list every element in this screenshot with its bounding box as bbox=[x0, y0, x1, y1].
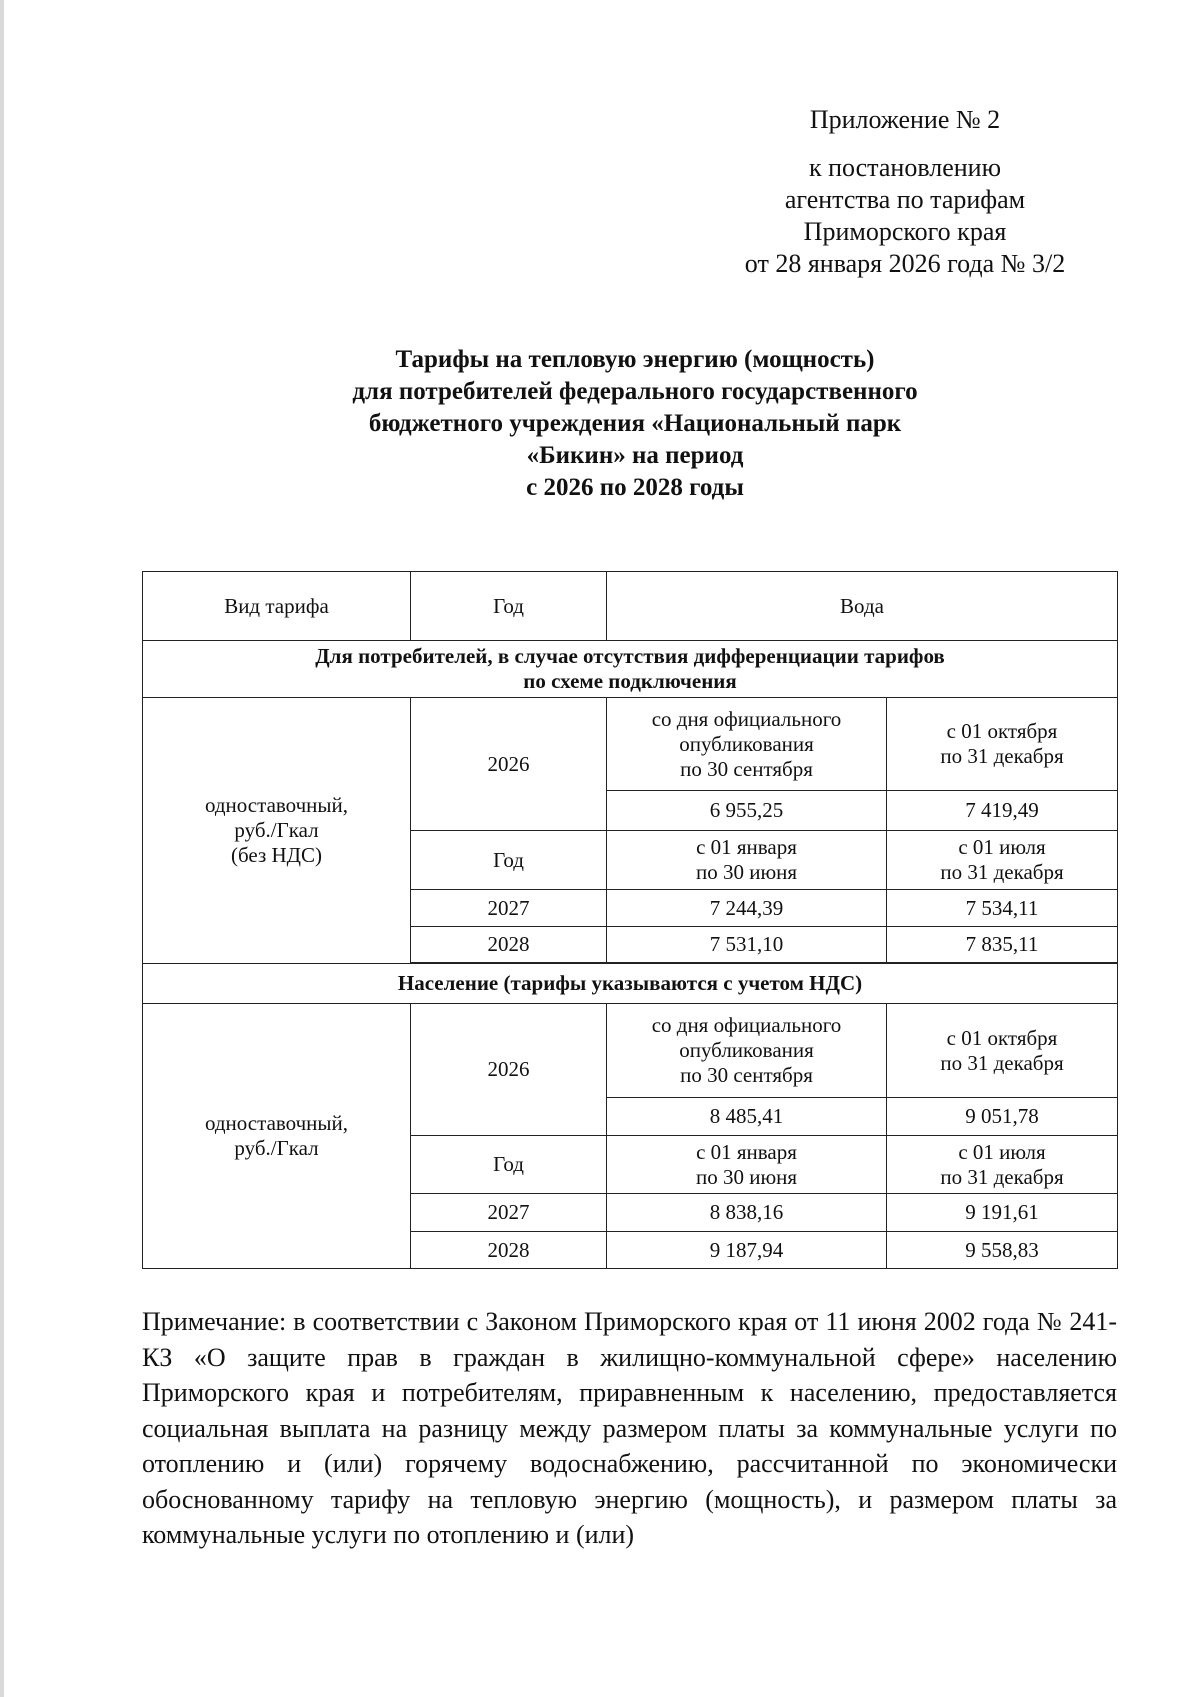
value-cell: 9 187,94 bbox=[607, 1232, 887, 1269]
value-cell: 6 955,25 bbox=[607, 791, 887, 831]
period-cell bbox=[887, 1004, 1118, 1098]
period-line: опубликования bbox=[679, 1038, 814, 1062]
tariff-table bbox=[142, 571, 1118, 1269]
section-header-row bbox=[143, 964, 1118, 1004]
period-line: по 30 июня bbox=[695, 860, 798, 884]
title-line: бюджетного учреждения «Национальный парк bbox=[368, 410, 902, 437]
scan-edge bbox=[0, 0, 4, 1697]
year-cell: 2027 bbox=[411, 1194, 607, 1232]
section-header-row bbox=[143, 641, 1118, 698]
tariff-type-line: одноставочный, bbox=[204, 1111, 349, 1135]
period-line: по 31 декабря bbox=[940, 860, 1064, 884]
appendix-title: Приложение № 2 bbox=[809, 105, 1001, 134]
tariff-type-cell bbox=[143, 1004, 411, 1269]
value-cell: 8 838,16 bbox=[607, 1194, 887, 1232]
appendix-block bbox=[700, 104, 1110, 280]
table-row bbox=[143, 698, 1118, 791]
period-line: с 01 июля bbox=[958, 835, 1046, 859]
header-year: Год bbox=[411, 572, 607, 641]
title-line: для потребителей федерального государственного bbox=[352, 378, 918, 405]
value-cell: 7 244,39 bbox=[607, 890, 887, 927]
value-cell: 7 419,49 bbox=[887, 791, 1118, 831]
year-cell: 2028 bbox=[411, 927, 607, 963]
value-cell: 7 531,10 bbox=[607, 927, 887, 963]
year-cell: 2028 bbox=[411, 1232, 607, 1269]
appendix-line: от 28 января 2026 года № 3/2 bbox=[744, 249, 1066, 278]
title-line: «Бикин» на период bbox=[526, 442, 744, 469]
period-cell bbox=[887, 698, 1118, 791]
period-line: по 31 декабря bbox=[940, 1050, 1064, 1075]
tariff-type-line: руб./Гкал bbox=[234, 818, 319, 842]
period-line: по 31 декабря bbox=[940, 1164, 1064, 1189]
year-cell: 2026 bbox=[411, 1004, 607, 1136]
title-line: с 2026 по 2028 годы bbox=[526, 474, 744, 501]
section-title-line: Для потребителей, в случае отсутствия дифференциации тарифов bbox=[315, 644, 945, 668]
section-title bbox=[143, 964, 1118, 1004]
year-cell: 2026 bbox=[411, 698, 607, 831]
period-line: опубликования bbox=[679, 731, 814, 756]
section-title-line: Население (тарифы указываются с учетом НДС) bbox=[397, 971, 863, 995]
period-cell bbox=[887, 831, 1118, 890]
period-line: со дня официального bbox=[651, 1013, 842, 1037]
table-row bbox=[143, 1004, 1118, 1098]
value-cell: 9 558,83 bbox=[887, 1232, 1118, 1269]
document-title bbox=[200, 344, 1070, 504]
tariff-type-line: одноставочный, bbox=[204, 793, 349, 817]
period-line: с 01 июля bbox=[958, 1139, 1046, 1164]
value-cell: 7 534,11 bbox=[887, 890, 1118, 927]
header-tariff-type: Вид тарифа bbox=[143, 572, 411, 641]
period-line: по 30 сентября bbox=[680, 756, 813, 781]
value-cell: 9 191,61 bbox=[887, 1194, 1118, 1232]
tariff-type-line: (без НДС) bbox=[230, 843, 322, 867]
appendix-line: Приморского края bbox=[803, 217, 1007, 246]
period-cell bbox=[607, 698, 887, 791]
period-line: по 30 сентября bbox=[680, 1063, 813, 1087]
table-header-row bbox=[143, 572, 1118, 641]
value-cell: 9 051,78 bbox=[887, 1098, 1118, 1136]
period-cell bbox=[607, 831, 887, 890]
period-cell bbox=[887, 1136, 1118, 1194]
title-line: Тарифы на тепловую энергию (мощность) bbox=[395, 346, 875, 373]
value-cell: 7 835,11 bbox=[887, 927, 1118, 963]
period-line: с 01 октября bbox=[946, 1025, 1058, 1050]
period-line: с 01 января bbox=[696, 1139, 797, 1164]
period-line: по 30 июня bbox=[695, 1164, 798, 1189]
value-cell: 8 485,41 bbox=[607, 1098, 887, 1136]
tariff-type-line: руб./Гкал bbox=[234, 1136, 319, 1160]
tariff-type-cell bbox=[143, 698, 411, 964]
section-title bbox=[143, 641, 1118, 698]
period-line: по 31 декабря bbox=[940, 744, 1064, 768]
appendix-line: к постановлению bbox=[808, 153, 1002, 182]
note-paragraph: Примечание: в соответствии с Законом Приморского края от 11 июня 2002 года № 241-КЗ «О защите прав в граждан в жилищно-коммунальной сфере» населению Приморского края и потребителям, приравненным к населению, предоставляется социальная выплата на разницу между размером платы за коммунальные услуги по отоплению и (или) горячему водоснабжению, рассчитанной по экономически обоснованному тарифу на тепловую энергию (мощность), и размером платы за коммунальные услуги по отоплению и (или) bbox=[142, 1307, 1117, 1549]
header-water: Вода bbox=[607, 572, 1118, 641]
period-cell bbox=[607, 1136, 887, 1194]
section-title-line: по схеме подключения bbox=[523, 669, 737, 693]
period-line: с 01 октября bbox=[946, 719, 1058, 743]
appendix-line: агентства по тарифам bbox=[784, 185, 1026, 214]
period-line: с 01 января bbox=[696, 835, 797, 859]
period-line: со дня официального bbox=[651, 706, 842, 731]
year-cell: 2027 bbox=[411, 890, 607, 927]
period-cell bbox=[607, 1004, 887, 1098]
year-label-cell: Год bbox=[411, 831, 607, 890]
year-label-cell: Год bbox=[411, 1136, 607, 1194]
